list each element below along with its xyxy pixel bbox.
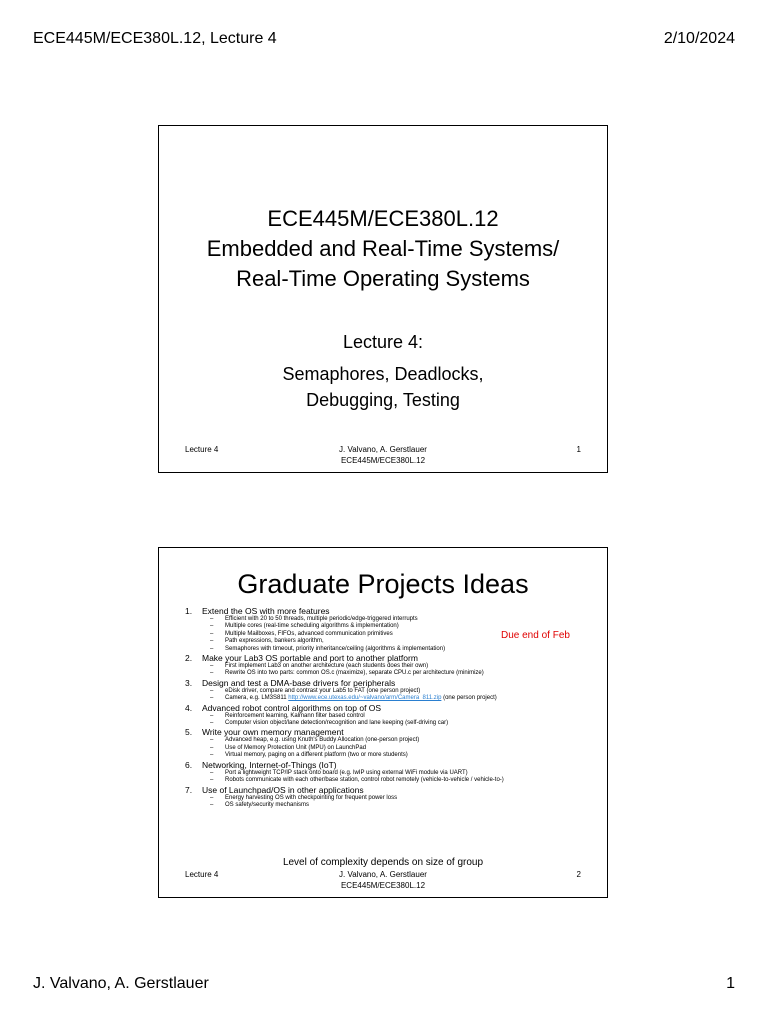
- sub-item-text: eDisk driver, compare and contrast your Lab5 to FAT (one person project): [225, 687, 421, 694]
- slide-1-title-line: Real-Time Operating Systems: [236, 266, 530, 291]
- dash-bullet: –: [210, 720, 214, 727]
- dash-bullet: –: [210, 663, 214, 670]
- sub-item: [210, 623, 585, 630]
- item-text: Extend the OS with more features: [202, 606, 330, 616]
- sub-item-text: Semaphores with timeout, priority inheritance/ceiling (algorithms & implementation): [225, 645, 446, 652]
- sub-item-text: Reinforcement learning, Kalmann filter based control: [225, 712, 365, 719]
- slide-footer-lecture: Lecture 4: [185, 445, 219, 454]
- camera-zip-link[interactable]: http://www.ece.utexas.edu/~valvano/arm/Camera_811.zip: [288, 695, 442, 702]
- sub-item-text: Robots communicate with each other/base station, control robot remotely (vehicle-to-vehicle / vehicle-to-): [225, 777, 504, 784]
- project-idea-item: [185, 606, 585, 653]
- page-header-course: ECE445M/ECE380L.12, Lecture 4: [33, 30, 277, 47]
- sub-item-text: Camera, e.g. LM3S811: [225, 695, 289, 702]
- dash-bullet: –: [210, 737, 214, 744]
- sub-item-text: Multiple cores (real-time scheduling algorithms & implementation): [225, 623, 399, 630]
- slide-footer-authors: J. Valvano, A. Gerstlauer: [339, 445, 427, 454]
- item-number: 7.: [185, 784, 193, 795]
- slide-footer-center: [185, 444, 581, 466]
- sub-item-text: Efficient with 20 to 50 threads, multiple periodic/edge-triggered interrupts: [225, 616, 418, 622]
- sub-item: [210, 713, 585, 720]
- item-number: 1.: [185, 606, 193, 616]
- sub-item-text: Rewrite OS into two parts: common OS.c (maximize), separate CPU.c per architecture (minimize): [225, 670, 484, 677]
- item-text: Advanced robot control algorithms on top of OS: [202, 702, 382, 713]
- slide-footer-lecture: Lecture 4: [185, 870, 219, 879]
- item-number: 6.: [185, 759, 193, 770]
- slide-1-subtitle-line: Semaphores, Deadlocks,: [282, 364, 484, 384]
- sub-item-text: Port a lightweight TCP/IP stack onto board (e.g. lwIP using external WiFi module via UART): [225, 769, 468, 776]
- sub-item: [210, 663, 585, 670]
- slide-2: [158, 547, 608, 898]
- project-idea-item: [185, 703, 585, 728]
- project-idea-item: [185, 785, 585, 810]
- item-number: 3.: [185, 677, 193, 688]
- sub-item-text: Computer vision object/lane detection/recognition and lane keeping (self-driving car): [225, 720, 449, 727]
- project-idea-item: [185, 760, 585, 785]
- sub-item-text: OS safety/security mechanisms: [225, 801, 310, 808]
- sub-item: [210, 616, 585, 623]
- item-number: 4.: [185, 702, 193, 713]
- page-footer-number: 1: [726, 975, 735, 992]
- sub-item: [210, 631, 585, 638]
- item-text: Design and test a DMA-base drivers for peripherals: [202, 677, 396, 688]
- dash-bullet: –: [210, 687, 214, 694]
- slide-footer-center: [185, 869, 581, 891]
- dash-bullet: –: [210, 670, 214, 677]
- sub-item: [210, 795, 585, 802]
- sub-item: [210, 737, 585, 744]
- sub-item: [210, 670, 585, 677]
- dash-bullet: –: [210, 794, 214, 801]
- slide-1-subtitle: [159, 329, 607, 413]
- slide-1-title: [159, 204, 607, 294]
- complexity-note: Level of complexity depends on size of group: [282, 857, 484, 868]
- slide-1-subtitle-line: Lecture 4:: [342, 332, 424, 352]
- slide-footer-authors: J. Valvano, A. Gerstlauer: [339, 870, 427, 879]
- sub-item: [210, 802, 585, 809]
- slide-1: [158, 125, 608, 473]
- slide-footer-number: 2: [576, 870, 581, 879]
- slide-footer-course: ECE445M/ECE380L.12: [340, 456, 426, 465]
- project-idea-item: [185, 727, 585, 759]
- sub-item: [210, 752, 585, 759]
- item-number: 5.: [185, 727, 193, 738]
- sub-item: [210, 638, 585, 645]
- sub-item-text: Virtual memory, paging on a different platform (two or more students): [225, 752, 408, 759]
- sub-item: [210, 688, 585, 695]
- slide-footer-number: 1: [576, 445, 581, 454]
- page-footer-authors: J. Valvano, A. Gerstlauer: [33, 975, 209, 992]
- dash-bullet: –: [210, 645, 214, 652]
- sub-item-text: Advanced heap, e.g. using Knuth's Buddy Allocation (one-person project): [225, 737, 420, 744]
- item-text: Make your Lab3 OS portable and port to another platform: [202, 653, 418, 664]
- dash-bullet: –: [210, 623, 214, 630]
- dash-bullet: –: [210, 712, 214, 719]
- sub-item: [210, 720, 585, 727]
- slide-1-title-line: Embedded and Real-Time Systems/: [206, 236, 560, 261]
- dash-bullet: –: [210, 777, 214, 784]
- due-date-note: Due end of Feb: [501, 630, 570, 641]
- dash-bullet: –: [210, 752, 214, 759]
- dash-bullet: –: [210, 638, 214, 645]
- sub-item: [210, 646, 585, 653]
- project-idea-item: [185, 678, 585, 703]
- page-header-date: 2/10/2024: [663, 30, 735, 47]
- dash-bullet: –: [210, 630, 214, 637]
- slide-1-subtitle-line: Debugging, Testing: [306, 390, 460, 410]
- slide-2-title: Graduate Projects Ideas: [237, 569, 529, 599]
- sub-item-text: Multiple Mailboxes, FIFOs, advanced communication primitives: [225, 630, 393, 637]
- dash-bullet: –: [210, 695, 214, 702]
- sub-item-text: Path expressions, bankers algorithm,: [225, 638, 324, 645]
- item-number: 2.: [185, 653, 193, 664]
- dash-bullet: –: [210, 769, 214, 776]
- item-text: Write your own memory management: [202, 727, 344, 738]
- sub-item: [210, 745, 585, 752]
- item-text: Networking, Internet-of-Things (IoT): [202, 759, 337, 770]
- slide-1-title-line: ECE445M/ECE380L.12: [267, 206, 499, 231]
- dash-bullet: –: [210, 616, 214, 622]
- sub-item-text: Use of Memory Protection Unit (MPU) on LaunchPad: [225, 744, 367, 751]
- project-idea-item: [185, 653, 585, 678]
- item-text: Use of Launchpad/OS in other applications: [202, 784, 364, 795]
- sub-item-text: (one person project): [441, 695, 497, 702]
- sub-item-text: First implement Lab3 on another architecture (each students does their own): [225, 663, 429, 670]
- dash-bullet: –: [210, 801, 214, 808]
- project-ideas-list: [185, 606, 585, 809]
- sub-item: [210, 770, 585, 777]
- sub-item: [210, 777, 585, 784]
- sub-item: [210, 695, 585, 702]
- dash-bullet: –: [210, 744, 214, 751]
- slide-footer-course: ECE445M/ECE380L.12: [340, 881, 426, 890]
- sub-item-text: Energy harvesting OS with checkpointing for frequent power loss: [225, 794, 398, 801]
